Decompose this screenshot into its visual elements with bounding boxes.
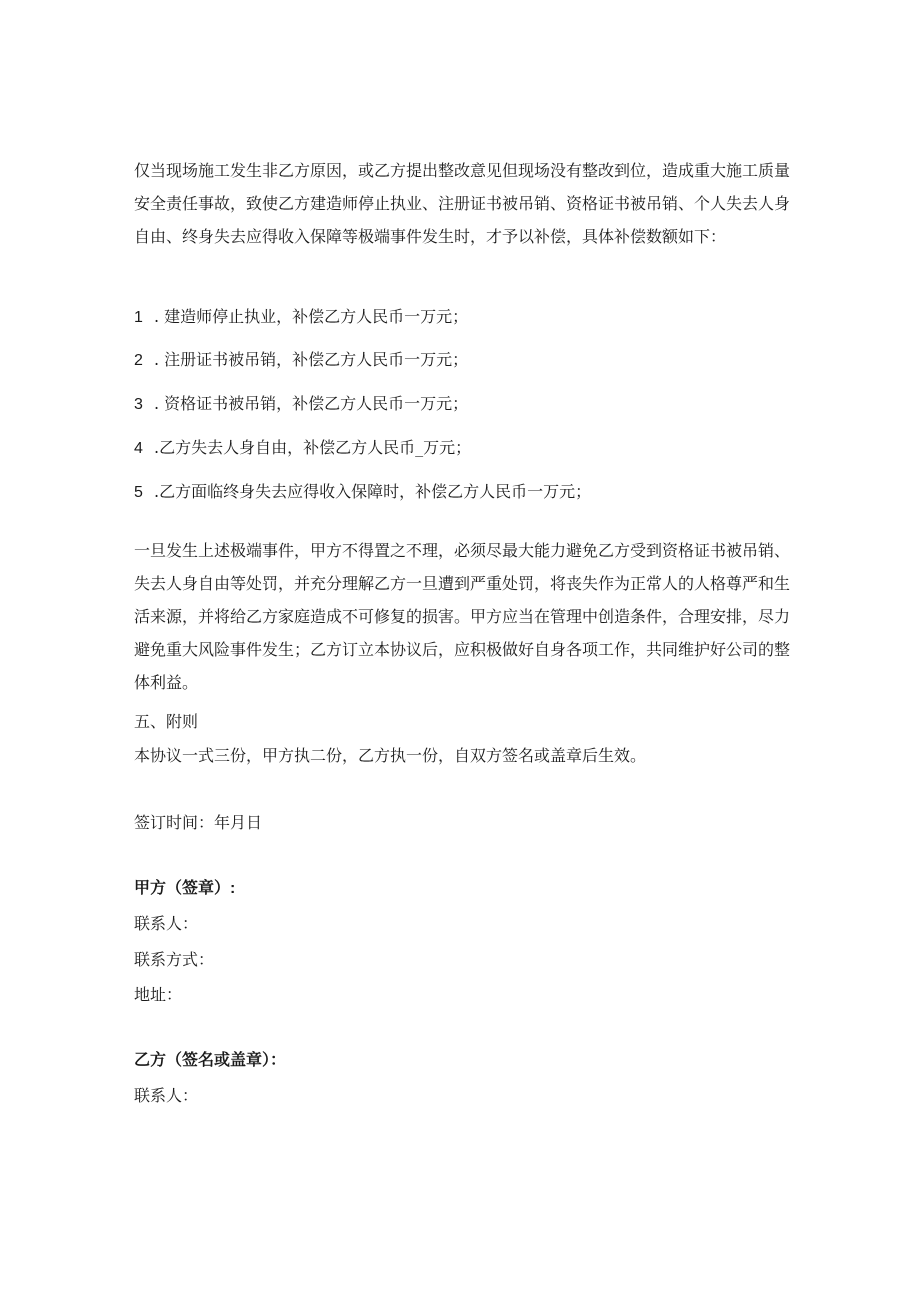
list-item [134, 349, 468, 372]
party-a-title: 甲方（签章）: [134, 880, 236, 897]
list-item-number: 4 [134, 440, 143, 457]
list-item-number: 1 [134, 309, 143, 326]
copies-clause: 本协议一式三份，甲方执二份，乙方执一份，自双方签名或盖章后生效。 [134, 746, 647, 765]
party-a-contact-person: 联系人： [134, 914, 199, 933]
signing-time: 签订时间：年月日 [134, 813, 263, 832]
obligations-paragraph: 一旦发生上述极端事件，甲方不得置之不理，必须尽最大能力避免乙方受到资格证书被吊销、失去人身自由等处罚，并充分理解乙方一旦遭到严重处罚，将丧失作为正常人的人格尊严和生活来源，并将给乙方家庭造成不可修复的损害。甲方应当在管理中创造条件，合理安排，尽力避免重大风险事件发生；乙方订立本协议后，应积极做好自身各项工作，共同维护好公司的整体利益。 [134, 541, 791, 692]
list-item-text: . 建造师停止执业，补偿乙方人民币一万元； [154, 307, 469, 326]
list-item-text: .乙方失去人身自由，补偿乙方人民币_万元； [154, 438, 472, 457]
list-item [134, 393, 468, 416]
list-item [134, 306, 468, 329]
list-item [134, 437, 471, 460]
party-b-contact-person: 联系人： [134, 1086, 199, 1105]
list-item-number: 2 [134, 352, 143, 369]
list-item-text: . 资格证书被吊销，补偿乙方人民币一万元； [154, 394, 469, 413]
list-item-text: . 注册证书被吊销，补偿乙方人民币一万元； [154, 350, 469, 369]
party-a-contact-method: 联系方式： [134, 950, 215, 969]
list-item [134, 481, 591, 504]
list-item-number: 3 [134, 396, 143, 413]
compensation-intro-paragraph: 仅当现场施工发生非乙方原因，或乙方提出整改意见但现场没有整改到位，造成重大施工质量安全责任事故，致使乙方建造师停止执业、注册证书被吊销、资格证书被吊销、个人失去人身自由、终身失去应得收入保障等极端事件发生时，才予以补偿，具体补偿数额如下： [134, 161, 791, 246]
party-a-address: 地址： [134, 985, 183, 1004]
list-item-text: .乙方面临终身失去应得收入保障时，补偿乙方人民币一万元； [154, 482, 592, 501]
party-b-title: 乙方（签名或盖章）： [134, 1052, 287, 1069]
section-heading: 五、附则 [134, 712, 199, 731]
list-item-number: 5 [134, 484, 143, 501]
